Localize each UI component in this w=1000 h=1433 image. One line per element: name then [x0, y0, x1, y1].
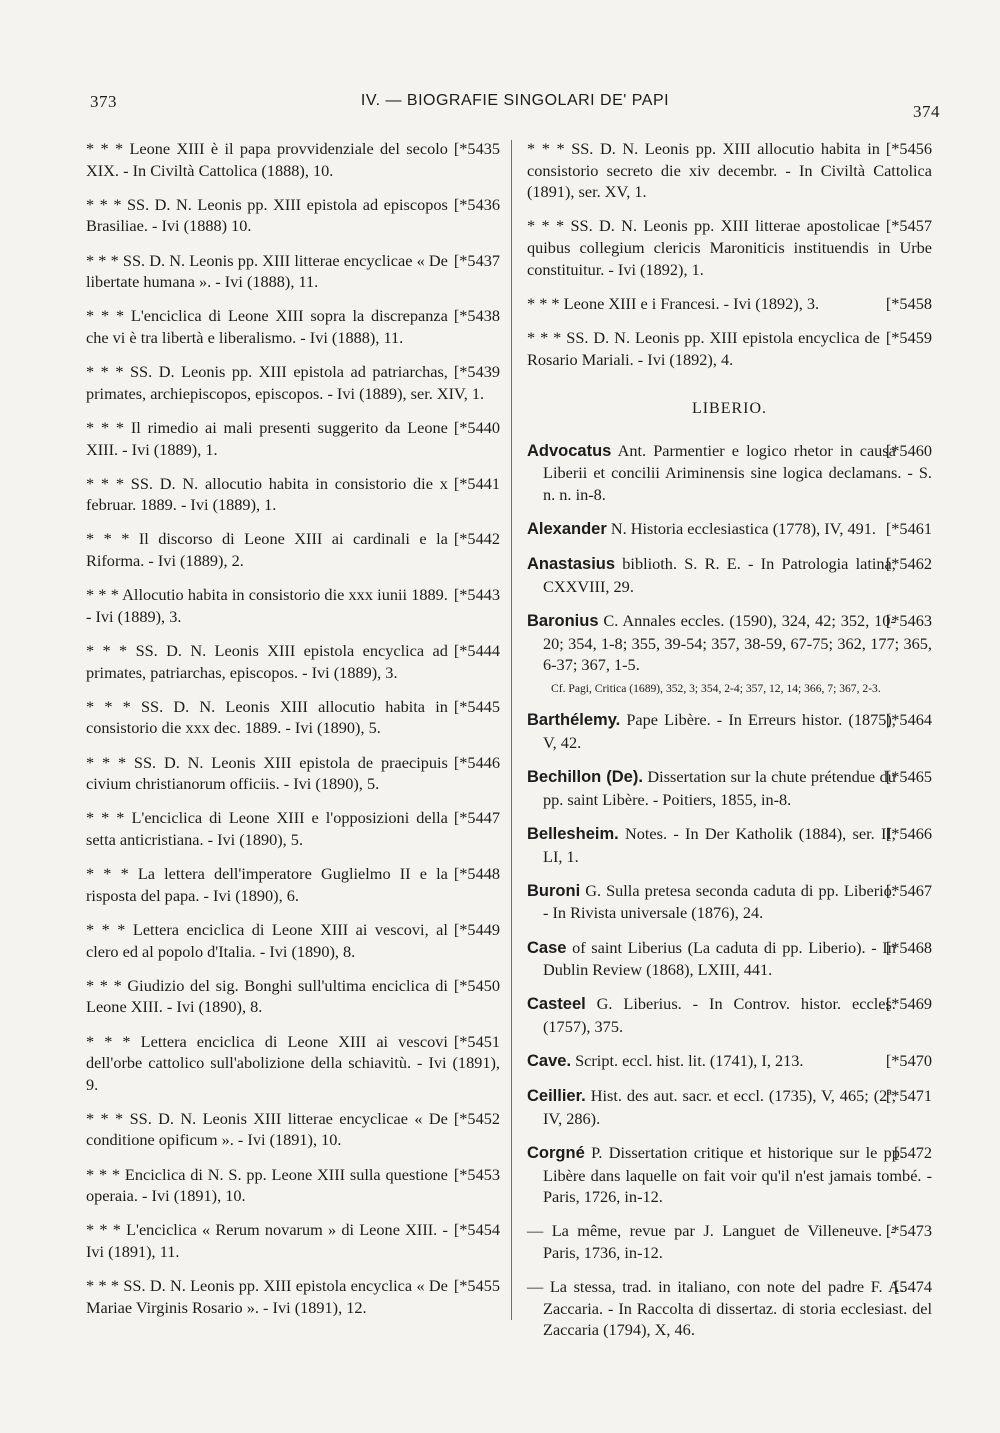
author-name: Baronius: [527, 612, 599, 631]
bib-entry: [*5449 * * * Lettera enciclica di Leone XIII ai vescovi, al clero ed al popolo d'Italia. - Ivi (1890), 8.: [86, 919, 500, 961]
author-name: Anastasius: [527, 555, 616, 574]
running-title: IV. — BIOGRAFIE SINGOLARI DE' PAPI: [360, 92, 670, 109]
bib-entry: [*5443 * * * Allocutio habita in consistorio die xxx iunii 1889. - Ivi (1889), 3.: [86, 585, 500, 626]
bib-entry: [*5444 * * * SS. D. N. Leonis XIII epistola encyclica ad primates, patriarchas, episcopos. - Ivi (1889), 3.: [86, 641, 500, 682]
bib-entry: [*5468 Case of saint Liberius (La caduta di pp. Liberio). - In Dublin Review (1868), LXIII, 441.: [527, 937, 932, 980]
bib-entry: [*5435 * * * Leone XIII è il papa provvidenziale del secolo XIX. - In Civiltà Cattolica (1888), 10.: [86, 139, 500, 180]
bib-entry: [*5454 * * * L'enciclica « Rerum novarum » di Leone XIII. - Ivi (1891), 11.: [86, 1220, 500, 1262]
bib-entry: [*5462 Anastasius biblioth. S. R. E. - In Patrologia latina, CXXVIII, 29.: [527, 554, 932, 596]
bib-entry: [*5465 Bechillon (De). Dissertation sur la chute prétendue du pp. saint Libère. - Poitiers, 1855, in-8.: [527, 767, 932, 809]
bib-entry: [*5467 Buroni G. Sulla pretesa seconda caduta di pp. Liberio. - In Rivista universale (1876), 24.: [527, 880, 932, 923]
bib-entry: [*5459 * * * SS. D. N. Leonis pp. XIII epistola encyclica de Rosario Mariali. - Ivi (1892), 4.: [527, 327, 932, 369]
bib-entry: [*5452 * * * SS. D. N. Leonis XIII litterae encyclicae « De conditione opificum ». - Ivi (1891), 10.: [86, 1108, 500, 1150]
bib-entry: [*5469 Casteel G. Liberius. - In Controv. histor. eccles. (1757), 375.: [527, 994, 932, 1036]
baronius-note: Cf. Pagi, Critica (1689), 352, 3; 354, 2-4; 357, 12, 14; 366, 7; 367, 2-3.: [551, 682, 881, 696]
author-name: Case: [527, 938, 567, 957]
author-name: Barthélemy.: [527, 711, 621, 730]
bib-entry: [*5471 Ceillier. Hist. des aut. sacr. et eccl. (1735), V, 465; (2ª, IV, 286).: [527, 1086, 932, 1128]
page-number-right: 374: [913, 102, 940, 121]
author-name: Bellesheim.: [527, 825, 619, 843]
page-number-left: 373: [90, 92, 117, 111]
column-divider: [511, 140, 512, 1320]
author-name: Advocatus: [527, 441, 612, 460]
bib-entry: [*5442 * * * Il discorso di Leone XIII ai cardinali e la Riforma. - Ivi (1889), 2.: [86, 529, 500, 571]
bib-entry: [*5436 * * * SS. D. N. Leonis pp. XIII epistola ad episcopos Brasiliae. - Ivi (1888) 10.: [86, 194, 500, 236]
bib-entry: [*5473 — La même, revue par J. Languet de Villeneuve. - Paris, 1736, in-12.: [527, 1221, 932, 1263]
bib-entry: [*5455 * * * SS. D. N. Leonis pp. XIII epistola encyclica « De Mariae Virginis Rosario ». - Ivi (1891), 12.: [86, 1276, 500, 1317]
bib-entry: [*5441 * * * SS. D. N. allocutio habita in consistorio die x februar. 1889. - Ivi (1889), 1.: [86, 473, 500, 515]
author-name: Ceillier.: [527, 1087, 586, 1106]
bib-entry: [*5453 * * * Enciclica di N. S. pp. Leone XIII sulla questione operaia. - Ivi (1891), 10.: [86, 1164, 500, 1206]
bib-entry: [*5458 * * * Leone XIII e i Francesi. - Ivi (1892), 3.: [527, 293, 932, 313]
bib-entry: [5472 Corgné P. Dissertation critique et historique sur le pp. Libère dans laquelle on fait voir qu'il n'est jamais tombé. - Paris, 1726, in-12.: [527, 1143, 932, 1207]
bib-entry: [*5466 Bellesheim. Notes. - In Der Katholik (1884), ser. II, LI, 1.: [527, 824, 932, 866]
bib-entry: [*5460 Advocatus Ant. Parmentier e logico rhetor in causa Liberii et concilii Ariminensis sine logica declamans. - S. n. n. in-8.: [527, 440, 932, 504]
bib-entry: [*5447 * * * L'enciclica di Leone XIII e l'opposizioni della setta anticristiana. - Ivi (1890), 5.: [86, 808, 500, 849]
right-column: [527, 138, 932, 1354]
bib-entry: [*5456 * * * SS. D. N. Leonis pp. XIII allocutio habita in consistorio secreto die xiv decembr. - In Civiltà Cattolica (1891), ser. XV, 1.: [527, 139, 932, 202]
bib-entry: [*5461 Alexander N. Historia ecclesiastica (1778), IV, 491.: [527, 519, 932, 539]
bib-entry: [*5438 * * * L'enciclica di Leone XIII sopra la discrepanza che vi è tra libertà e liberalismo. - Ivi (1888), 11.: [86, 306, 500, 347]
bib-entry: [*5470 Cave. Script. eccl. hist. lit. (1741), I, 213.: [527, 1051, 932, 1071]
bib-entry: [*5450 * * * Giudizio del sig. Bonghi sull'ultima enciclica di Leone XIII. - Ivi (1890), 8.: [86, 975, 500, 1017]
author-name: Bechillon (De).: [527, 768, 643, 787]
bib-entry: [*5451 * * * Lettera enciclica di Leone XIII ai vescovi dell'orbe cattolico sull'abolizione della schiavitù. - Ivi (1891), 9.: [86, 1031, 500, 1094]
left-column: [86, 138, 500, 1331]
author-name: Buroni: [527, 881, 581, 900]
author-name: Alexander: [527, 520, 607, 539]
bib-entry: [*5463 Baronius C. Annales eccles. (1590), 324, 42; 352, 10-20; 354, 1-8; 355, 39-54; 357, 38-59, 67-75; 362, 177; 365, 6-37; 367, 1-5.: [527, 611, 932, 675]
bib-entry: [*5457 * * * SS. D. N. Leonis pp. XIII litterae apostolicae quibus collegium clericis Maroniticis instituendis in Urbe constituitur. - Ivi (1892), 1.: [527, 216, 932, 279]
bib-entry: [*5448 * * * La lettera dell'imperatore Guglielmo II e la risposta del papa. - Ivi (1890), 6.: [86, 864, 500, 905]
author-name: Cave.: [527, 1052, 572, 1071]
bib-entry: [*5440 * * * Il rimedio ai mali presenti suggerito da Leone XIII. - Ivi (1889), 1.: [86, 417, 500, 459]
bib-entry: [*5437 * * * SS. D. N. Leonis pp. XIII litterae encyclicae « De libertate humana ». - Ivi (1888), 11.: [86, 250, 500, 292]
bib-entry: [*5464 Barthélemy. Pape Libère. - In Erreurs histor. (1875), V, 42.: [527, 710, 932, 753]
bib-entry: [*5446 * * * SS. D. N. Leonis XIII epistola de praecipuis civium christianorum officiis. - Ivi (1890), 5.: [86, 752, 500, 794]
bib-entry: [*5445 * * * SS. D. N. Leonis XIII allocutio habita in consistorio die xxx dec. 1889. - Ivi (1890), 5.: [86, 696, 500, 738]
section-title-liberio: LIBERIO.: [691, 400, 768, 418]
author-name: Casteel: [527, 995, 586, 1014]
author-name: Corgné: [527, 1144, 585, 1163]
page-header: [90, 88, 940, 124]
bib-entry: [5474 — La stessa, trad. in italiano, con note del padre F. A. Zaccaria. - In Raccolta di dissertaz. di storia ecclesiast. del Zaccaria (1794), X, 46.: [527, 1277, 932, 1340]
bib-entry: [*5439 * * * SS. D. Leonis pp. XIII epistola ad patriarchas, primates, archiepiscopos, episcopos. - Ivi (1889), ser. XIV, 1.: [86, 362, 500, 403]
